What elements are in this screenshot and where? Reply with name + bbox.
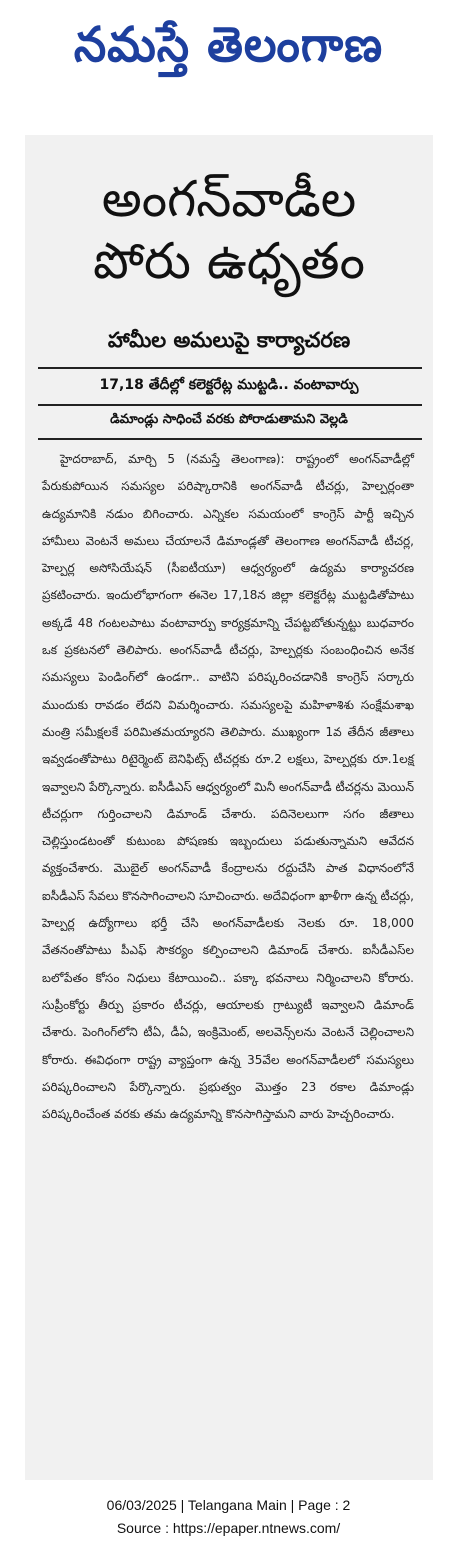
article-deck: డిమాండ్లు సాధించే వరకు పోరాడుతామని వెల్లడి	[110, 412, 348, 427]
footer-edition-info: 06/03/2025 | Telangana Main | Page : 2	[106, 1497, 351, 1513]
article-headline-line1: అంగన్‌వాడీల	[101, 170, 357, 228]
article-kicker: 17,18 తేదీల్లో కలెక్టరేట్ల ముట్టడి.. వంటావార్పు	[99, 377, 359, 393]
divider-rule	[38, 438, 422, 440]
article-headline-line2: పోరు ఉధృతం	[93, 232, 365, 290]
article-paragraph: హైదరాబాద్, మార్చి 5 (నమస్తే తెలంగాణ): రాష్ట్రంలో అంగన్‌వాడీల్లో పేరుకుపోయిన సమస్యల పరిష్కారానికి అంగన్‌వాడీ టీచర్లు, హెల్పర్లంతా ఉద్యమానికి నడుం బిగించారు. ఎన్నికల సమయంలో కాంగ్రెస్ పార్టీ ఇచ్చిన హామీలు వెంటనే అమలు చేయాలనే డిమాండ్లతో తెలంగాణ అంగన్‌వాడీ టీచర్ల, హెల్పర్ల అసోసియేషన్ (సీఐటీయూ) ఆధ్వర్యంలో ఉద్యమ కార్యాచరణ ప్రకటించారు. ఇందులోభాగంగా ఈనెల 17,18న జిల్లా కలెక్టరేట్ల ముట్టడితోపాటు అక్కడే 48 గంటలపాటు వంటావార్పు కార్యక్రమాన్ని చేపట్టబోతున్నట్టు బుధవారం ఒక ప్రకటనలో తెలిపారు. అంగన్‌వాడీ టీచర్లు, హెల్పర్లకు సంబంధించిన అనేక సమస్యలు పెండింగ్‌లో ఉండగా.. వాటిని పరిష్కరించడానికి కాంగ్రెస్ సర్కారు ముందుకు రావడం లేదని విమర్శించారు. సమస్యలపై మహిళాశిశు సంక్షేమశాఖ మంత్రి సమీక్షలకే పరిమితమయ్యారని తెలిపారు. ముఖ్యంగా 1వ తేదీన జీతాలు ఇవ్వడంతోపాటు రిటైర్మెంట్ బెనిఫిట్స్ టీచర్లకు రూ.2 లక్షలు, హెల్పర్లకు రూ.1లక్ష ఇవ్వాలని పేర్కొన్నారు. ఐసీడీఎస్ ఆధ్వర్యంలో మినీ అంగన్‌వాడీ టీచర్లను మెయిన్ టీచర్లుగా గుర్తించాలని డిమాండ్ చేశారు. పదినెలలుగా సగం జీతాలు చెల్లిస్తుండటంతో కుటుంబ పోషణకు ఇబ్బందులు పడుతున్నామని ఆవేదన వ్యక్తంచేశారు. మొబైల్ అంగన్‌వాడీ కేంద్రాలను రద్దుచేసి పాత విధానంలోనే ఐసీడీఎస్ సేవలు కొనసాగించాలని సూచించారు. అదేవిధంగా ఖాళీగా ఉన్న టీచర్లు, హెల్పర్ల ఉద్యోగాలు భర్తీ చేసి అంగన్‌వాడీలకు నెలకు రూ. 18,000 వేతనంతోపాటు పీఎఫ్ సౌకర్యం కల్పించాలని డిమాండ్ చేశారు. ఐసీడీఎస్‌ల బలోపేతం కోసం నిధులు కేటాయించి.. పక్కా భవనాలు నిర్మించాలని కోరారు. సుప్రీంకోర్టు తీర్పు ప్రకారం టీచర్లు, ఆయాలకు గ్రాట్యుటీ ఇవ్వాలని డిమాండ్ చేశారు. పెంగింగ్‌లోని టీఏ, డీఏ, ఇంక్రిమెంట్, అలవెన్స్‌లను వెంటనే చెల్లించాలని కోరారు. ఈవిధంగా రాష్ట్ర వ్యాప్తంగా ఉన్న 35వేల అంగన్‌వాడీలలో సమస్యలు పరిష్కరించాలని పేర్కొన్నారు. ప్రభుత్వం మొత్తం 23 రకాల డిమాండ్లు పరిష్కరించేంత వరకు తమ ఉద్యమాన్ని కొనసాగిస్తామని వారు హెచ్చరించారు.	[42, 452, 414, 1122]
footer-source-link[interactable]: Source : https://epaper.ntnews.com/	[116, 1520, 341, 1536]
divider-rule	[38, 404, 422, 406]
newspaper-masthead: నమస్తే తెలంగాణ	[73, 15, 384, 73]
divider-rule	[38, 367, 422, 369]
article-subheadline: హామీల అమలుపై కార్యాచరణ	[107, 328, 351, 352]
article-body	[42, 446, 414, 1128]
